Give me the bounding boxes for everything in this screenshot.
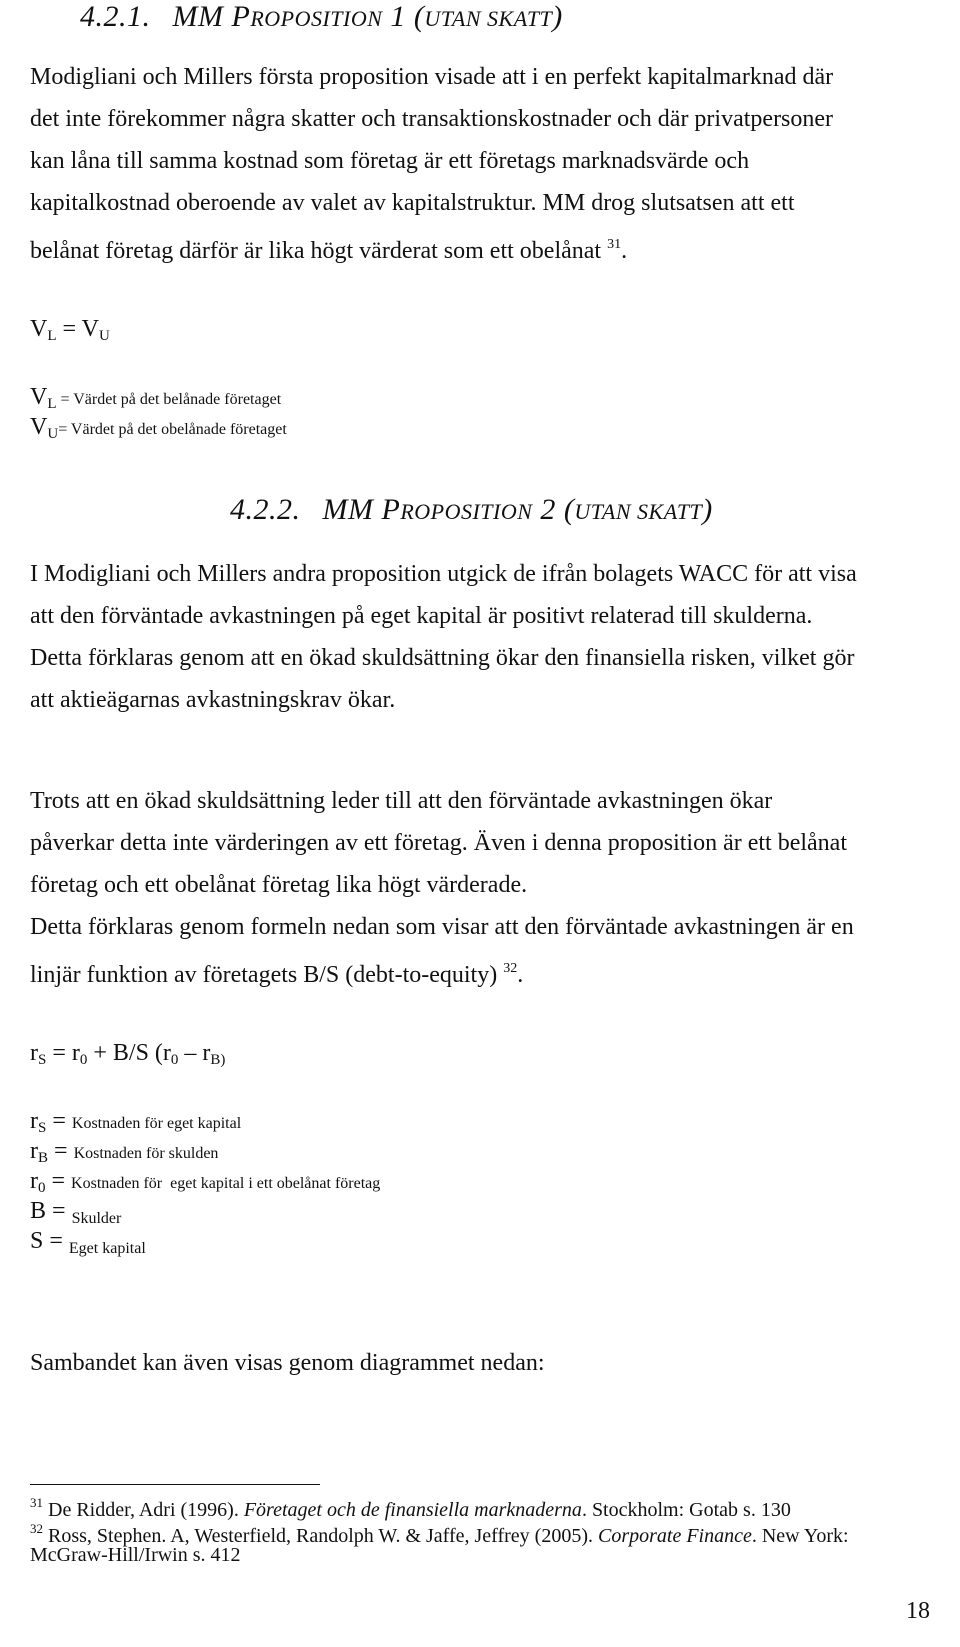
formula-vl-vu <box>30 316 110 345</box>
legend-r0 <box>30 1168 380 1197</box>
legend-symbol: r <box>30 1168 38 1194</box>
legend-subscript: U <box>47 426 59 442</box>
footnote-text: Ross, Stephen. A, Westerfield, Randolph W. & Jaffe, Jeffrey (2005). <box>43 1525 598 1547</box>
footnote-number: 32 <box>30 1521 43 1536</box>
paragraph-line: att den förväntade avkastningen på eget kapital är positivt relaterad till skulderna. <box>30 603 813 629</box>
section-heading-422 <box>230 493 713 527</box>
legend-vl <box>30 384 281 413</box>
heading-title-b: ROPOSITION <box>250 6 383 31</box>
legend-text: = Värdet på det obelånade företaget <box>58 421 287 438</box>
formula-subscript: 0 <box>170 1052 179 1068</box>
heading-title-e: ) <box>552 0 563 33</box>
heading-title-d: UTAN SKATT <box>574 499 703 524</box>
legend-vu <box>30 414 287 443</box>
heading-title-b: ROPOSITION <box>400 499 533 524</box>
legend-symbol: V <box>30 414 48 440</box>
paragraph-line: företag och ett obelånat företag lika högt värderade. <box>30 872 528 898</box>
paragraph-line: påverkar detta inte värderingen av ett företag. Även i denna proposition är ett belånat <box>30 830 847 856</box>
heading-title-c: 2 ( <box>532 493 575 526</box>
formula-symbol: V <box>30 316 48 342</box>
paragraph-section2-2 <box>30 780 854 996</box>
footnote-32-continued: McGraw-Hill/Irwin s. 412 <box>30 1544 241 1566</box>
paragraph-line: Detta förklaras genom att en ökad skuldsättning ökar den finansiella risken, vilket gör <box>30 645 855 671</box>
footnote-divider <box>30 1484 320 1485</box>
heading-title-a: MM P <box>172 0 251 33</box>
paragraph-line <box>30 948 854 996</box>
legend-b <box>30 1198 121 1228</box>
legend-s <box>30 1228 146 1258</box>
paragraph-line: I Modigliani och Millers andra proposition utgick de ifrån bolagets WACC för att visa <box>30 561 857 587</box>
footnote-title: Företaget och de finansiella marknaderna <box>243 1499 582 1521</box>
paragraph-line: att aktieägarnas avkastningskrav ökar. <box>30 687 396 713</box>
formula-subscript: U <box>98 328 110 344</box>
legend-text: Kostnaden för eget kapital <box>71 1115 242 1132</box>
paragraph-end: . <box>621 238 628 264</box>
formula-subscript: S <box>38 1052 47 1068</box>
legend-text: Kostnaden för skulden <box>73 1145 219 1162</box>
section-heading-421 <box>80 0 563 34</box>
paragraph-line: kan låna till samma kostnad som företag är ett företags marknadsvärde och <box>30 148 750 174</box>
paragraph-section2-1 <box>30 553 857 721</box>
paragraph-line: Trots att en ökad skuldsättning leder till att den förväntade avkastningen ökar <box>30 788 773 814</box>
paragraph-line-text: belånat företag därför är lika högt värderat som ett obelånat <box>30 238 602 264</box>
legend-equals: = <box>46 1198 72 1224</box>
paragraph-line: Detta förklaras genom formeln nedan som visar att den förväntade avkastningen är en <box>30 914 854 940</box>
footnote-text: De Ridder, Adri (1996). <box>43 1499 244 1521</box>
footnote-text: . Stockholm: Gotab s. 130 <box>581 1499 791 1521</box>
closing-text: Sambandet kan även visas genom diagrammet nedan: <box>30 1350 545 1376</box>
legend-text: = Värdet på det belånade företaget <box>56 391 282 408</box>
formula-subscript: 0 <box>79 1052 88 1068</box>
legend-equals: = <box>45 1168 72 1194</box>
paragraph-line: det inte förekommer några skatter och transaktionskostnader och där privatpersoner <box>30 106 834 132</box>
legend-subscript: L <box>47 396 57 412</box>
footnote-ref-31: 31 <box>607 237 622 252</box>
legend-symbol: B <box>30 1198 47 1224</box>
legend-symbol: r <box>30 1138 38 1164</box>
formula-minus: – r <box>178 1040 211 1066</box>
heading-title-c: 1 ( <box>382 0 425 33</box>
formula-rs <box>30 1040 225 1069</box>
heading-title-a: MM P <box>322 493 401 526</box>
paragraph-section1 <box>30 56 833 272</box>
heading-title-d: UTAN SKATT <box>424 6 553 31</box>
paragraph-line: kapitalkostnad oberoende av valet av kapitalstruktur. MM drog slutsatsen att ett <box>30 190 795 216</box>
legend-text: Skulder <box>71 1210 122 1227</box>
footnote-title: Corporate Finance <box>597 1525 752 1547</box>
heading-title-e: ) <box>702 493 713 526</box>
footnote-text: . New York: <box>751 1525 849 1547</box>
paragraph-line-text: linjär funktion av företagets B/S (debt-to-equity) <box>30 962 498 988</box>
legend-rs <box>30 1108 241 1137</box>
legend-rb <box>30 1138 218 1167</box>
formula-subscript: B) <box>210 1052 226 1068</box>
paragraph-line: Modigliani och Millers första proposition visade att i en perfekt kapitalmarknad där <box>30 64 834 90</box>
legend-symbol: r <box>30 1108 38 1134</box>
legend-text: Kostnaden för eget kapital i ett obelånat företag <box>71 1175 381 1192</box>
footnote-number: 31 <box>30 1495 43 1510</box>
legend-equals: = <box>43 1228 69 1254</box>
legend-subscript: S <box>38 1120 47 1136</box>
legend-subscript: B <box>38 1150 49 1166</box>
legend-symbol: V <box>30 384 48 410</box>
formula-equals: = r <box>46 1040 80 1066</box>
paragraph-line <box>30 224 833 272</box>
legend-equals: = <box>48 1138 74 1164</box>
legend-symbol: S <box>30 1228 44 1254</box>
formula-symbol: r <box>30 1040 38 1066</box>
legend-subscript: 0 <box>38 1180 46 1196</box>
formula-plus: + B/S (r <box>87 1040 171 1066</box>
heading-number: 4.2.1. <box>80 0 151 33</box>
heading-number: 4.2.2. <box>230 493 301 526</box>
page-number: 18 <box>906 1598 930 1624</box>
legend-text: Eget kapital <box>68 1240 146 1257</box>
formula-equals: = V <box>56 316 99 342</box>
paragraph-end: . <box>517 962 524 988</box>
footnote-ref-32: 32 <box>503 961 518 976</box>
formula-subscript: L <box>47 328 57 344</box>
legend-equals: = <box>46 1108 72 1134</box>
